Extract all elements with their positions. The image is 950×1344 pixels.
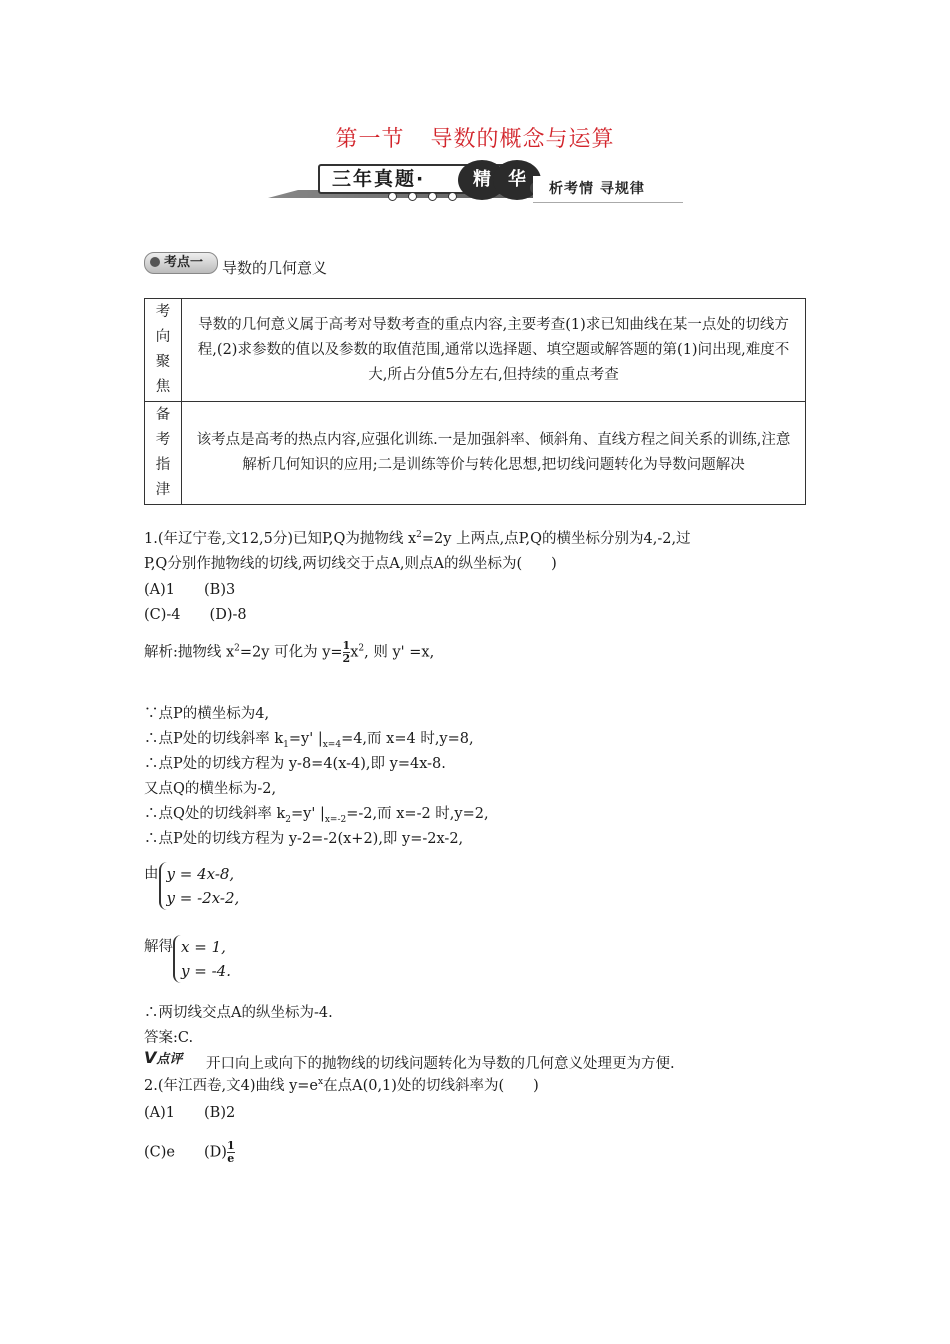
q1-stem-line1: 1.(年辽宁卷,文12,5分)已知P,Q为抛物线 $x^2=2y$ 上两点,点P,Q的横坐标分别为4,-2,过 (144, 530, 691, 547)
text: 在点A(0,1)处的切线斜率为( ) (323, 1078, 539, 1094)
q1-options-ab: (A)1 (B)3 (144, 582, 236, 598)
q1-line4: 又点Q的横坐标为-2, (144, 781, 277, 797)
text: x (350, 644, 359, 661)
dianping-text: 开口向上或向下的抛物线的切线问题转化为导数的几何意义处理更为方便. (206, 1056, 675, 1072)
label-char: 备 (155, 407, 171, 423)
denominator: e (227, 1152, 235, 1165)
numerator: 1 (342, 639, 351, 652)
fraction-one-over-e (227, 1140, 235, 1165)
text: (C)e (D) (144, 1144, 227, 1161)
q2-options-cd (144, 1140, 235, 1165)
text: ∴点Q处的切线斜率 k (144, 806, 286, 822)
kaodian-tag-text: 考点一 (164, 255, 204, 270)
text: 由 (144, 866, 159, 882)
banner-circle-jing: 精 (458, 160, 506, 200)
text: =2y 上两点,点P,Q的横坐标分别为4,-2,过 (421, 531, 691, 547)
banner-right-label (533, 176, 683, 203)
page-title (0, 122, 950, 153)
info-table (144, 298, 806, 505)
label-char: 向 (155, 329, 171, 345)
text: 2.(年江西卷,文4)曲线 y=e (144, 1078, 319, 1094)
q1-conclusion: ∴两切线交点A的纵坐标为-4. (144, 1005, 333, 1021)
dianping-icon-text: 点评 (156, 1052, 183, 1067)
subscript: x=4 (322, 739, 342, 750)
text: 解得 (144, 939, 173, 955)
q1-options-cd: (C)-4 (D)-8 (144, 607, 247, 623)
row-label-beikao (145, 402, 182, 505)
equation: y = -2x-2, (166, 889, 240, 907)
section-number: 第一节 (335, 127, 405, 152)
q1-answer: 答案:C. (144, 1030, 194, 1046)
subscript: x=-2 (324, 814, 347, 825)
equation: x = 1, (181, 938, 226, 956)
q1-system1 (144, 862, 239, 910)
text: ∴点P处的切线斜率 k (144, 731, 284, 747)
numerator: 1 (226, 1139, 235, 1152)
section-title: 导数的概念与运算 (430, 127, 615, 152)
q1-line2: ∴点P处的切线斜率 $k_1=y'$ $|_{x=4}=4$,而 x=4 时,y=8, (144, 731, 474, 750)
equation-system (159, 862, 240, 910)
banner-main-label: 三年真题· (318, 164, 532, 194)
label-char: 考 (155, 432, 171, 448)
table-row (145, 299, 806, 402)
q2-options-ab: (A)1 (B)2 (144, 1105, 236, 1121)
label-char: 焦 (155, 379, 171, 395)
q1-solution-start: 解析:抛物线 $x^2=2y$ 可化为 y= $\frac{1}{2}x^2$, 则 y' =x, (144, 639, 435, 665)
text: 1.(年辽宁卷,文12,5分)已知P,Q为抛物线 x (144, 531, 417, 547)
row-text-beikao: 该考点是高考的热点内容,应强化训练.一是加强斜率、倾斜角、直线方程之间关系的训练,注意解析几何知识的应用;二是训练等价与转化思想,把切线问题转化为导数问题解决 (182, 402, 806, 505)
text: =4,而 x=4 时,y=8, (341, 731, 474, 747)
section-banner (268, 160, 688, 208)
bullet-icon (150, 257, 160, 267)
equation: y = 4x-8, (166, 865, 235, 883)
text: 解析:抛物线 x (144, 644, 235, 661)
equation-system (173, 935, 231, 983)
text: =-2,而 x=-2 时,y=2, (346, 806, 489, 822)
q1-system2 (144, 935, 231, 983)
banner-circle-hua: 华 (493, 160, 541, 200)
table-row (145, 402, 806, 505)
label-char: 津 (155, 482, 171, 498)
q2-stem: 2.(年江西卷,文4)曲线 $y=e^x$在点A(0,1)处的切线斜率为( ) (144, 1077, 539, 1094)
row-label-kaoxiang (145, 299, 182, 402)
text: , 则 y' =x, (364, 644, 435, 661)
row-text-kaoxiang: 导数的几何意义属于高考对导数考查的重点内容,主要考查(1)求已知曲线在某一点处的切线方程,(2)求参数的值以及参数的取值范围,通常以选择题、填空题或解答题的第(1)问出现,难度不大,所占分值5分左右,但持续的重点考查 (182, 299, 806, 402)
q1-stem-line2: P,Q分别作抛物线的切线,两切线交于点A,则点A的纵坐标为( ) (144, 556, 557, 572)
q1-line1: ∵点P的横坐标为4, (144, 706, 270, 722)
equation: y = -4. (181, 962, 231, 980)
kaodian-tag (144, 252, 218, 274)
label-char: 考 (155, 304, 171, 320)
q1-line6: ∴点P处的切线方程为 y-2=-2(x+2),即 y=-2x-2, (144, 831, 464, 847)
banner-right-text: 析考情 寻规律 (549, 181, 645, 197)
text: =y' | (288, 731, 323, 747)
text: =2y 可化为 y= (239, 644, 343, 661)
label-char: 指 (155, 457, 171, 473)
q1-line5: ∴点Q处的切线斜率 $k_2=y'$ $|_{x=-2}=-2$,而 x=-2 时,y=2, (144, 806, 489, 825)
q1-line3: ∴点P处的切线方程为 y-8=4(x-4),即 y=4x-8. (144, 756, 446, 772)
dianping-icon: V点评 (144, 1048, 183, 1067)
kaodian-title: 导数的几何意义 (222, 259, 328, 277)
label-char: 聚 (155, 354, 171, 370)
denominator: 2 (342, 652, 351, 665)
text: =y' | (291, 806, 325, 822)
